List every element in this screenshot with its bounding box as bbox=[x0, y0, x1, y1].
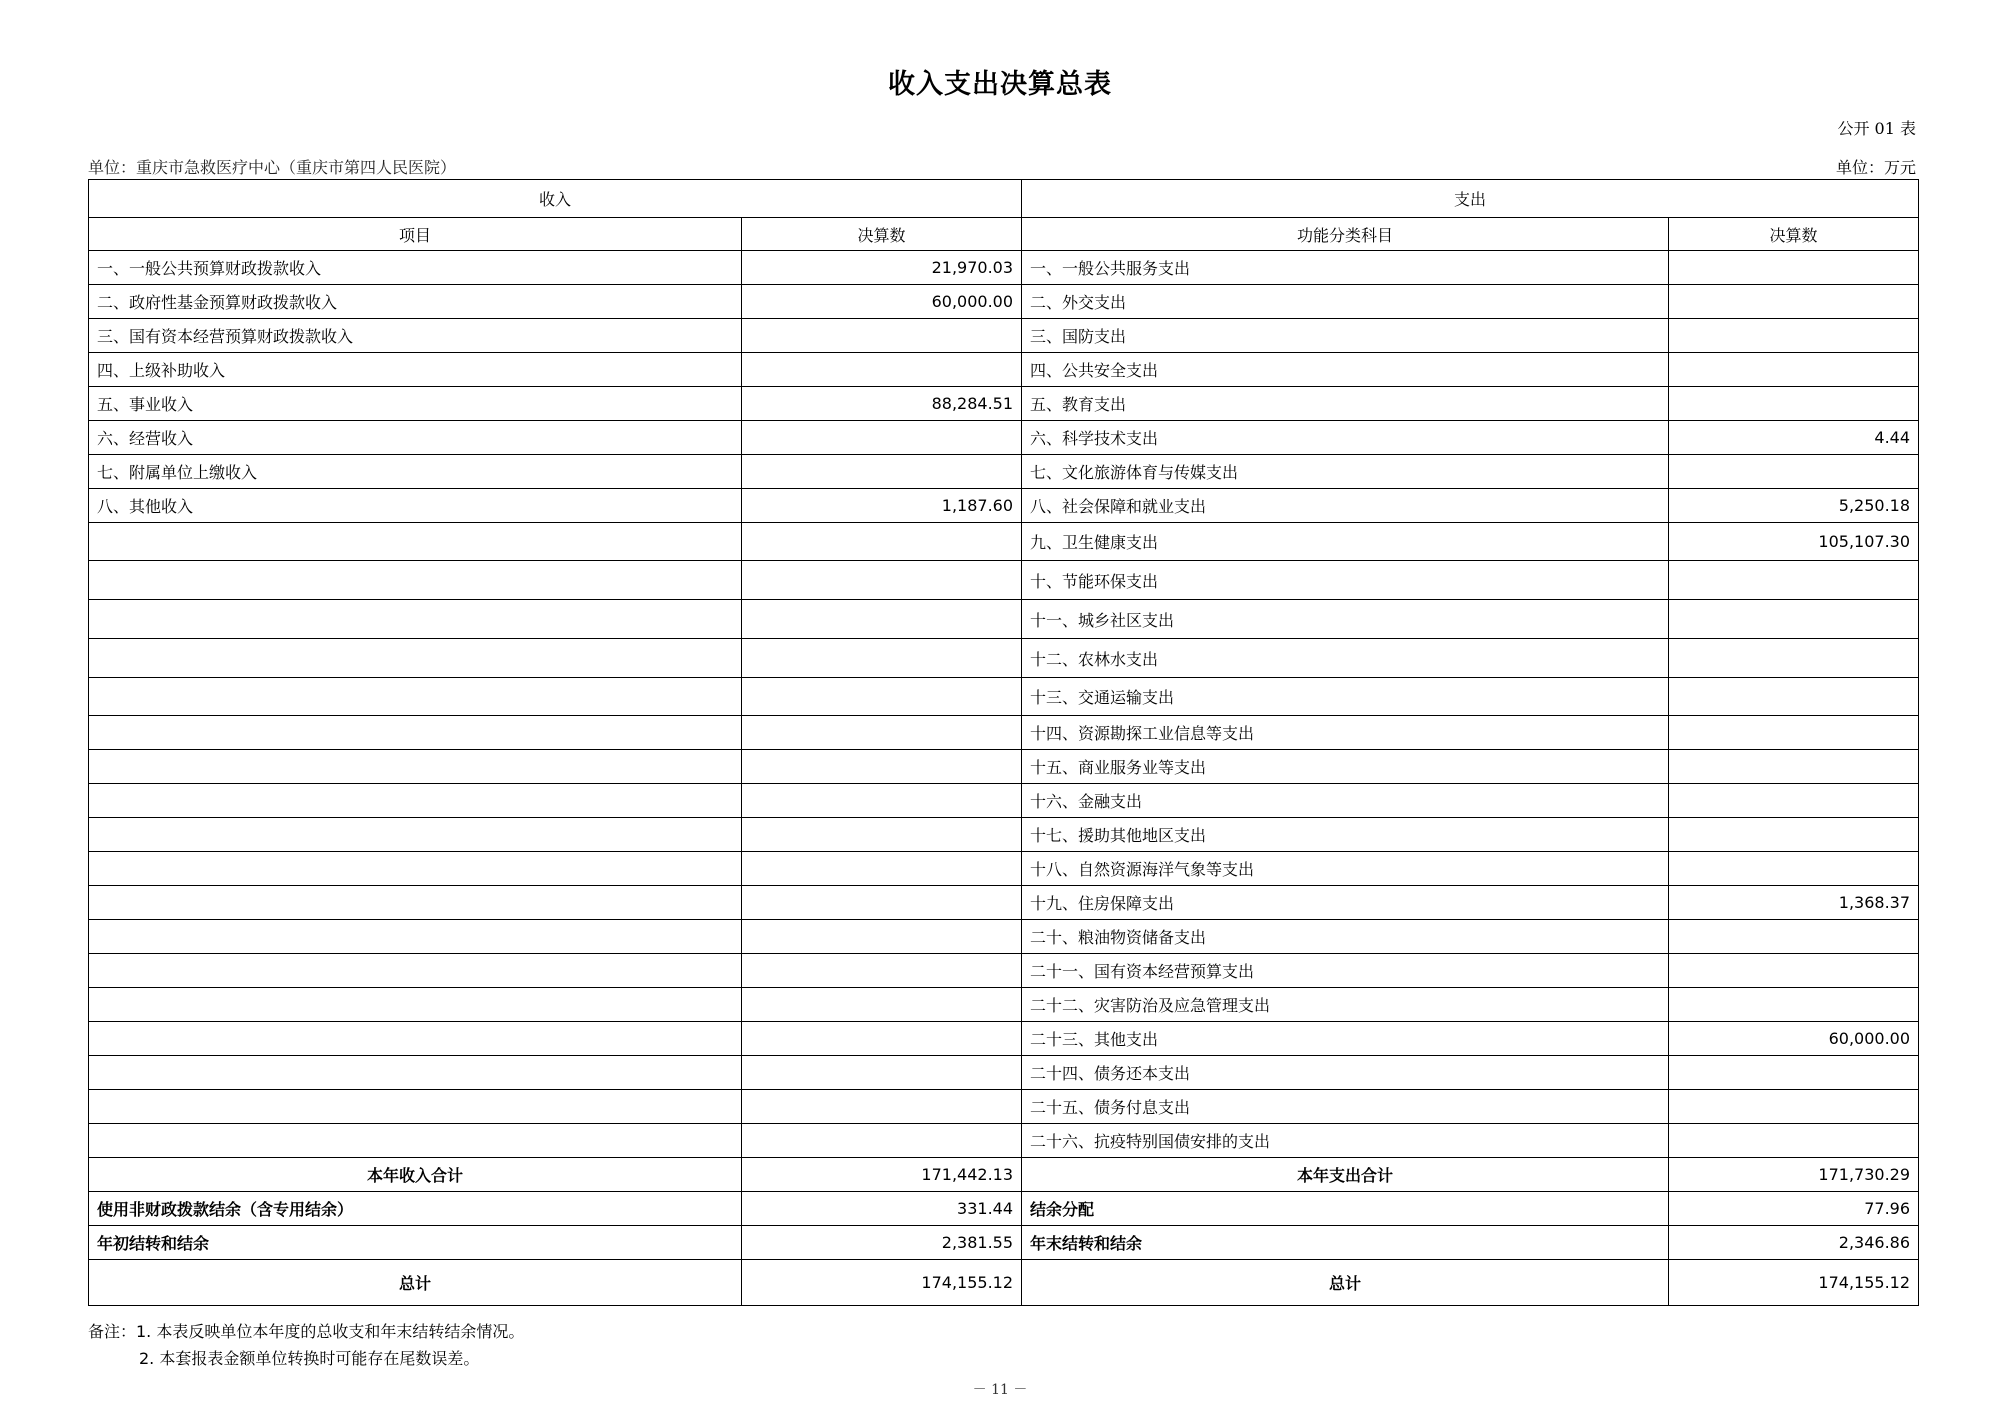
income-amount-cell bbox=[742, 639, 1022, 678]
expense-item-cell: 二、外交支出 bbox=[1022, 285, 1669, 319]
income-amount-cell: 88,284.51 bbox=[742, 387, 1022, 421]
end-carryover-label: 年末结转和结余 bbox=[1022, 1226, 1669, 1260]
table-section-header bbox=[89, 180, 1919, 218]
expense-item-cell: 八、社会保障和就业支出 bbox=[1022, 489, 1669, 523]
year-income-value: 171,442.13 bbox=[742, 1158, 1022, 1192]
grand-total-expense: 174,155.12 bbox=[1669, 1260, 1919, 1306]
expense-amount-cell bbox=[1669, 1090, 1919, 1124]
income-amount-cell: 21,970.03 bbox=[742, 251, 1022, 285]
income-item-cell bbox=[89, 750, 742, 784]
table-row bbox=[89, 1124, 1919, 1158]
income-item-cell bbox=[89, 784, 742, 818]
income-amount-cell bbox=[742, 678, 1022, 716]
table-row bbox=[89, 285, 1919, 319]
expense-item-cell: 七、文化旅游体育与传媒支出 bbox=[1022, 455, 1669, 489]
income-item-cell bbox=[89, 954, 742, 988]
unit-name: 单位：重庆市急救医疗中心（重庆市第四人民医院） bbox=[88, 158, 457, 177]
year-income-label: 本年收入合计 bbox=[89, 1158, 742, 1192]
income-amount-cell bbox=[742, 1124, 1022, 1158]
income-item-cell bbox=[89, 1124, 742, 1158]
income-item-cell: 五、事业收入 bbox=[89, 387, 742, 421]
expense-amount-cell bbox=[1669, 1056, 1919, 1090]
income-item-cell: 七、附属单位上缴收入 bbox=[89, 455, 742, 489]
income-section-header: 收入 bbox=[89, 180, 1022, 218]
table-row bbox=[89, 353, 1919, 387]
nonfiscal-value: 331.44 bbox=[742, 1192, 1022, 1226]
expense-amount-cell: 105,107.30 bbox=[1669, 523, 1919, 561]
income-amount-cell bbox=[742, 455, 1022, 489]
table-row bbox=[89, 523, 1919, 561]
income-item-cell bbox=[89, 639, 742, 678]
expense-amount-cell bbox=[1669, 639, 1919, 678]
table-row bbox=[89, 920, 1919, 954]
table-row bbox=[89, 1022, 1919, 1056]
page-number: － 11 － bbox=[972, 1382, 1028, 1398]
expense-section-header: 支出 bbox=[1022, 180, 1919, 218]
income-amount-cell bbox=[742, 988, 1022, 1022]
income-item-cell: 六、经营收入 bbox=[89, 421, 742, 455]
expense-item-cell: 二十三、其他支出 bbox=[1022, 1022, 1669, 1056]
expense-item-header: 功能分类科目 bbox=[1022, 218, 1669, 251]
expense-item-cell: 二十五、债务付息支出 bbox=[1022, 1090, 1669, 1124]
expense-amount-cell bbox=[1669, 387, 1919, 421]
income-amount-cell bbox=[742, 954, 1022, 988]
income-item-cell: 八、其他收入 bbox=[89, 489, 742, 523]
income-amount-cell bbox=[742, 600, 1022, 639]
income-item-cell bbox=[89, 852, 742, 886]
expense-amount-cell bbox=[1669, 716, 1919, 750]
expense-amount-cell: 4.44 bbox=[1669, 421, 1919, 455]
expense-amount-cell bbox=[1669, 251, 1919, 285]
income-amount-cell bbox=[742, 421, 1022, 455]
income-item-cell bbox=[89, 1090, 742, 1124]
expense-item-cell: 十七、援助其他地区支出 bbox=[1022, 818, 1669, 852]
expense-amount-cell bbox=[1669, 561, 1919, 600]
expense-amount-cell bbox=[1669, 954, 1919, 988]
expense-item-cell: 三、国防支出 bbox=[1022, 319, 1669, 353]
income-item-cell: 二、政府性基金预算财政拨款收入 bbox=[89, 285, 742, 319]
expense-amount-cell: 60,000.00 bbox=[1669, 1022, 1919, 1056]
income-amount-cell bbox=[742, 523, 1022, 561]
expense-item-cell: 二十六、抗疫特别国债安排的支出 bbox=[1022, 1124, 1669, 1158]
income-amount-cell bbox=[742, 818, 1022, 852]
expense-item-cell: 二十一、国有资本经营预算支出 bbox=[1022, 954, 1669, 988]
expense-item-cell: 十五、商业服务业等支出 bbox=[1022, 750, 1669, 784]
expense-item-cell: 九、卫生健康支出 bbox=[1022, 523, 1669, 561]
expense-item-cell: 十八、自然资源海洋气象等支出 bbox=[1022, 852, 1669, 886]
expense-item-cell: 十、节能环保支出 bbox=[1022, 561, 1669, 600]
income-amount-header: 决算数 bbox=[742, 218, 1022, 251]
expense-amount-cell bbox=[1669, 678, 1919, 716]
income-amount-cell bbox=[742, 353, 1022, 387]
nonfiscal-label: 使用非财政拨款结余（含专用结余） bbox=[89, 1192, 742, 1226]
table-row bbox=[89, 750, 1919, 784]
expense-amount-cell bbox=[1669, 600, 1919, 639]
table-row bbox=[89, 639, 1919, 678]
expense-amount-cell bbox=[1669, 1124, 1919, 1158]
nonfiscal-row bbox=[89, 1192, 1919, 1226]
table-row bbox=[89, 387, 1919, 421]
income-item-cell bbox=[89, 678, 742, 716]
table-row bbox=[89, 716, 1919, 750]
income-amount-cell bbox=[742, 561, 1022, 600]
income-amount-cell bbox=[742, 1022, 1022, 1056]
income-item-cell: 三、国有资本经营预算财政拨款收入 bbox=[89, 319, 742, 353]
expense-amount-cell bbox=[1669, 353, 1919, 387]
table-row bbox=[89, 561, 1919, 600]
table-row bbox=[89, 319, 1919, 353]
expense-item-cell: 十三、交通运输支出 bbox=[1022, 678, 1669, 716]
expense-item-cell: 二十二、灾害防治及应急管理支出 bbox=[1022, 988, 1669, 1022]
expense-amount-cell bbox=[1669, 920, 1919, 954]
expense-item-cell: 十一、城乡社区支出 bbox=[1022, 600, 1669, 639]
footnote-2: 2. 本套报表金额单位转换时可能存在尾数误差。 bbox=[139, 1349, 480, 1368]
expense-amount-cell bbox=[1669, 455, 1919, 489]
income-expense-table bbox=[88, 179, 1919, 1306]
expense-amount-cell bbox=[1669, 319, 1919, 353]
income-item-cell bbox=[89, 716, 742, 750]
table-row bbox=[89, 852, 1919, 886]
income-item-cell bbox=[89, 523, 742, 561]
year-expense-value: 171,730.29 bbox=[1669, 1158, 1919, 1192]
year-total-row bbox=[89, 1158, 1919, 1192]
begin-carryover-value: 2,381.55 bbox=[742, 1226, 1022, 1260]
table-row bbox=[89, 886, 1919, 920]
grand-total-income: 174,155.12 bbox=[742, 1260, 1022, 1306]
table-row bbox=[89, 489, 1919, 523]
expense-item-cell: 一、一般公共服务支出 bbox=[1022, 251, 1669, 285]
surplus-dist-label: 结余分配 bbox=[1022, 1192, 1669, 1226]
expense-amount-cell bbox=[1669, 750, 1919, 784]
begin-carryover-label: 年初结转和结余 bbox=[89, 1226, 742, 1260]
table-row bbox=[89, 1056, 1919, 1090]
expense-item-cell: 二十、粮油物资储备支出 bbox=[1022, 920, 1669, 954]
expense-amount-cell: 5,250.18 bbox=[1669, 489, 1919, 523]
income-amount-cell bbox=[742, 1056, 1022, 1090]
income-item-cell bbox=[89, 1056, 742, 1090]
income-item-cell bbox=[89, 886, 742, 920]
expense-amount-cell bbox=[1669, 852, 1919, 886]
expense-amount-cell bbox=[1669, 784, 1919, 818]
income-item-header: 项目 bbox=[89, 218, 742, 251]
carryover-row bbox=[89, 1226, 1919, 1260]
expense-item-cell: 四、公共安全支出 bbox=[1022, 353, 1669, 387]
table-column-header bbox=[89, 218, 1919, 251]
table-row bbox=[89, 251, 1919, 285]
footnotes bbox=[88, 1318, 524, 1372]
surplus-dist-value: 77.96 bbox=[1669, 1192, 1919, 1226]
income-amount-cell bbox=[742, 784, 1022, 818]
table-row bbox=[89, 600, 1919, 639]
table-row bbox=[89, 784, 1919, 818]
expense-item-cell: 十六、金融支出 bbox=[1022, 784, 1669, 818]
income-amount-cell: 60,000.00 bbox=[742, 285, 1022, 319]
expense-item-cell: 二十四、债务还本支出 bbox=[1022, 1056, 1669, 1090]
income-item-cell bbox=[89, 988, 742, 1022]
income-item-cell: 四、上级补助收入 bbox=[89, 353, 742, 387]
expense-amount-header: 决算数 bbox=[1669, 218, 1919, 251]
expense-item-cell: 十九、住房保障支出 bbox=[1022, 886, 1669, 920]
expense-amount-cell: 1,368.37 bbox=[1669, 886, 1919, 920]
income-item-cell bbox=[89, 920, 742, 954]
currency-unit: 单位：万元 bbox=[1835, 158, 1916, 177]
page-title: 收入支出决算总表 bbox=[888, 69, 1112, 100]
expense-amount-cell bbox=[1669, 818, 1919, 852]
income-item-cell bbox=[89, 1022, 742, 1056]
income-item-cell bbox=[89, 818, 742, 852]
income-item-cell bbox=[89, 600, 742, 639]
form-number: 公开 01 表 bbox=[1837, 119, 1916, 138]
end-carryover-value: 2,346.86 bbox=[1669, 1226, 1919, 1260]
income-amount-cell bbox=[742, 1090, 1022, 1124]
table-row bbox=[89, 1090, 1919, 1124]
expense-item-cell: 六、科学技术支出 bbox=[1022, 421, 1669, 455]
expense-item-cell: 十四、资源勘探工业信息等支出 bbox=[1022, 716, 1669, 750]
income-amount-cell bbox=[742, 920, 1022, 954]
income-amount-cell bbox=[742, 716, 1022, 750]
grand-total-row bbox=[89, 1260, 1919, 1306]
income-amount-cell bbox=[742, 886, 1022, 920]
grand-total-label-left: 总计 bbox=[89, 1260, 742, 1306]
income-amount-cell bbox=[742, 852, 1022, 886]
income-amount-cell bbox=[742, 750, 1022, 784]
grand-total-label-right: 总计 bbox=[1022, 1260, 1669, 1306]
expense-amount-cell bbox=[1669, 988, 1919, 1022]
footnote-1: 备注：1. 本表反映单位本年度的总收支和年末结转结余情况。 bbox=[88, 1322, 525, 1341]
income-amount-cell bbox=[742, 319, 1022, 353]
income-item-cell bbox=[89, 561, 742, 600]
expense-item-cell: 五、教育支出 bbox=[1022, 387, 1669, 421]
income-item-cell: 一、一般公共预算财政拨款收入 bbox=[89, 251, 742, 285]
table-row bbox=[89, 678, 1919, 716]
expense-amount-cell bbox=[1669, 285, 1919, 319]
table-row bbox=[89, 455, 1919, 489]
table-row bbox=[89, 818, 1919, 852]
table-row bbox=[89, 954, 1919, 988]
year-expense-label: 本年支出合计 bbox=[1022, 1158, 1669, 1192]
table-row bbox=[89, 421, 1919, 455]
expense-item-cell: 十二、农林水支出 bbox=[1022, 639, 1669, 678]
income-amount-cell: 1,187.60 bbox=[742, 489, 1022, 523]
table-row bbox=[89, 988, 1919, 1022]
